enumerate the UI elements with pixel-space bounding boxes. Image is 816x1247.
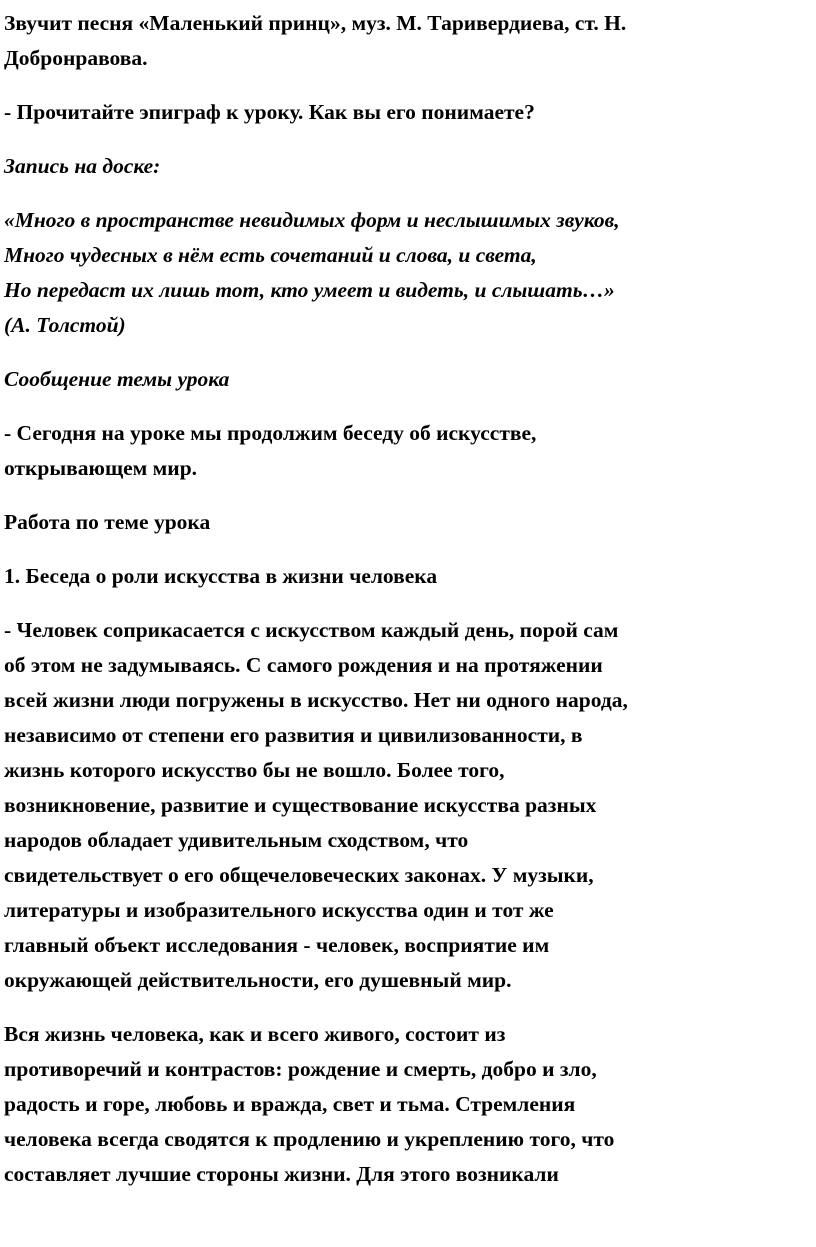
paragraph-line: противоречий и контрастов: рождение и смерть, добро и зло, [4, 1057, 597, 1081]
paragraph-line: народов обладает удивительным сходством, что [4, 828, 469, 852]
topic-line: открывающем мир. [4, 456, 198, 480]
board-heading [4, 149, 812, 184]
intro-paragraph [4, 6, 812, 76]
paragraph-line: всей жизни люди погружены в искусство. Нет ни одного народа, [4, 688, 628, 712]
paragraph-line: литературы и изобразительного искусства один и тот же [4, 898, 554, 922]
paragraph-line: независимо от степени его развития и цивилизованности, в [4, 723, 583, 747]
topic-paragraph [4, 416, 812, 486]
paragraph-line: свидетельствует о его общечеловеческих законах. У музыки, [4, 863, 594, 887]
section-heading-text: 1. Беседа о роли искусства в жизни человека [4, 564, 438, 588]
paragraph-line: жизнь которого искусство бы не вошло. Более того, [4, 758, 505, 782]
topic-heading [4, 362, 812, 397]
paragraph-line: главный объект исследования - человек, восприятие им [4, 933, 550, 957]
work-heading-text: Работа по теме урока [4, 510, 211, 534]
epigraph-quote [4, 203, 812, 343]
epigraph-question [4, 95, 812, 130]
epigraph-author: (А. Толстой) [4, 313, 126, 337]
work-heading [4, 505, 812, 540]
topic-line: - Сегодня на уроке мы продолжим беседу об искусстве, [4, 421, 537, 445]
question-line: - Прочитайте эпиграф к уроку. Как вы его понимаете? [4, 100, 535, 124]
paragraph-line: окружающей действительности, его душевный мир. [4, 968, 512, 992]
epigraph-line: Но передаст их лишь тот, кто умеет и видеть, и слышать…» [4, 278, 615, 302]
paragraph-line: возникновение, развитие и существование искусства разных [4, 793, 597, 817]
intro-line: Звучит песня «Маленький принц», муз. М. Таривердиева, ст. Н. [4, 11, 627, 35]
intro-line: Добронравова. [4, 46, 148, 70]
paragraph-line: об этом не задумываясь. С самого рождения и на протяжении [4, 653, 603, 677]
epigraph-line: Много чудесных в нём есть сочетаний и слова, и света, [4, 243, 537, 267]
paragraph-line: - Человек соприкасается с искусством каждый день, порой сам [4, 618, 619, 642]
paragraph-line: человека всегда сводятся к продлению и укреплению того, что [4, 1127, 615, 1151]
section-heading [4, 559, 812, 594]
body-paragraph-1 [4, 613, 812, 998]
board-heading-text: Запись на доске: [4, 154, 161, 178]
paragraph-line: Вся жизнь человека, как и всего живого, состоит из [4, 1022, 506, 1046]
paragraph-line: радость и горе, любовь и вражда, свет и тьма. Стремления [4, 1092, 576, 1116]
paragraph-line: составляет лучшие стороны жизни. Для этого возникали [4, 1162, 559, 1186]
epigraph-line: «Много в пространстве невидимых форм и неслышимых звуков, [4, 208, 620, 232]
body-paragraph-2 [4, 1017, 812, 1192]
topic-heading-text: Сообщение темы урока [4, 367, 230, 391]
